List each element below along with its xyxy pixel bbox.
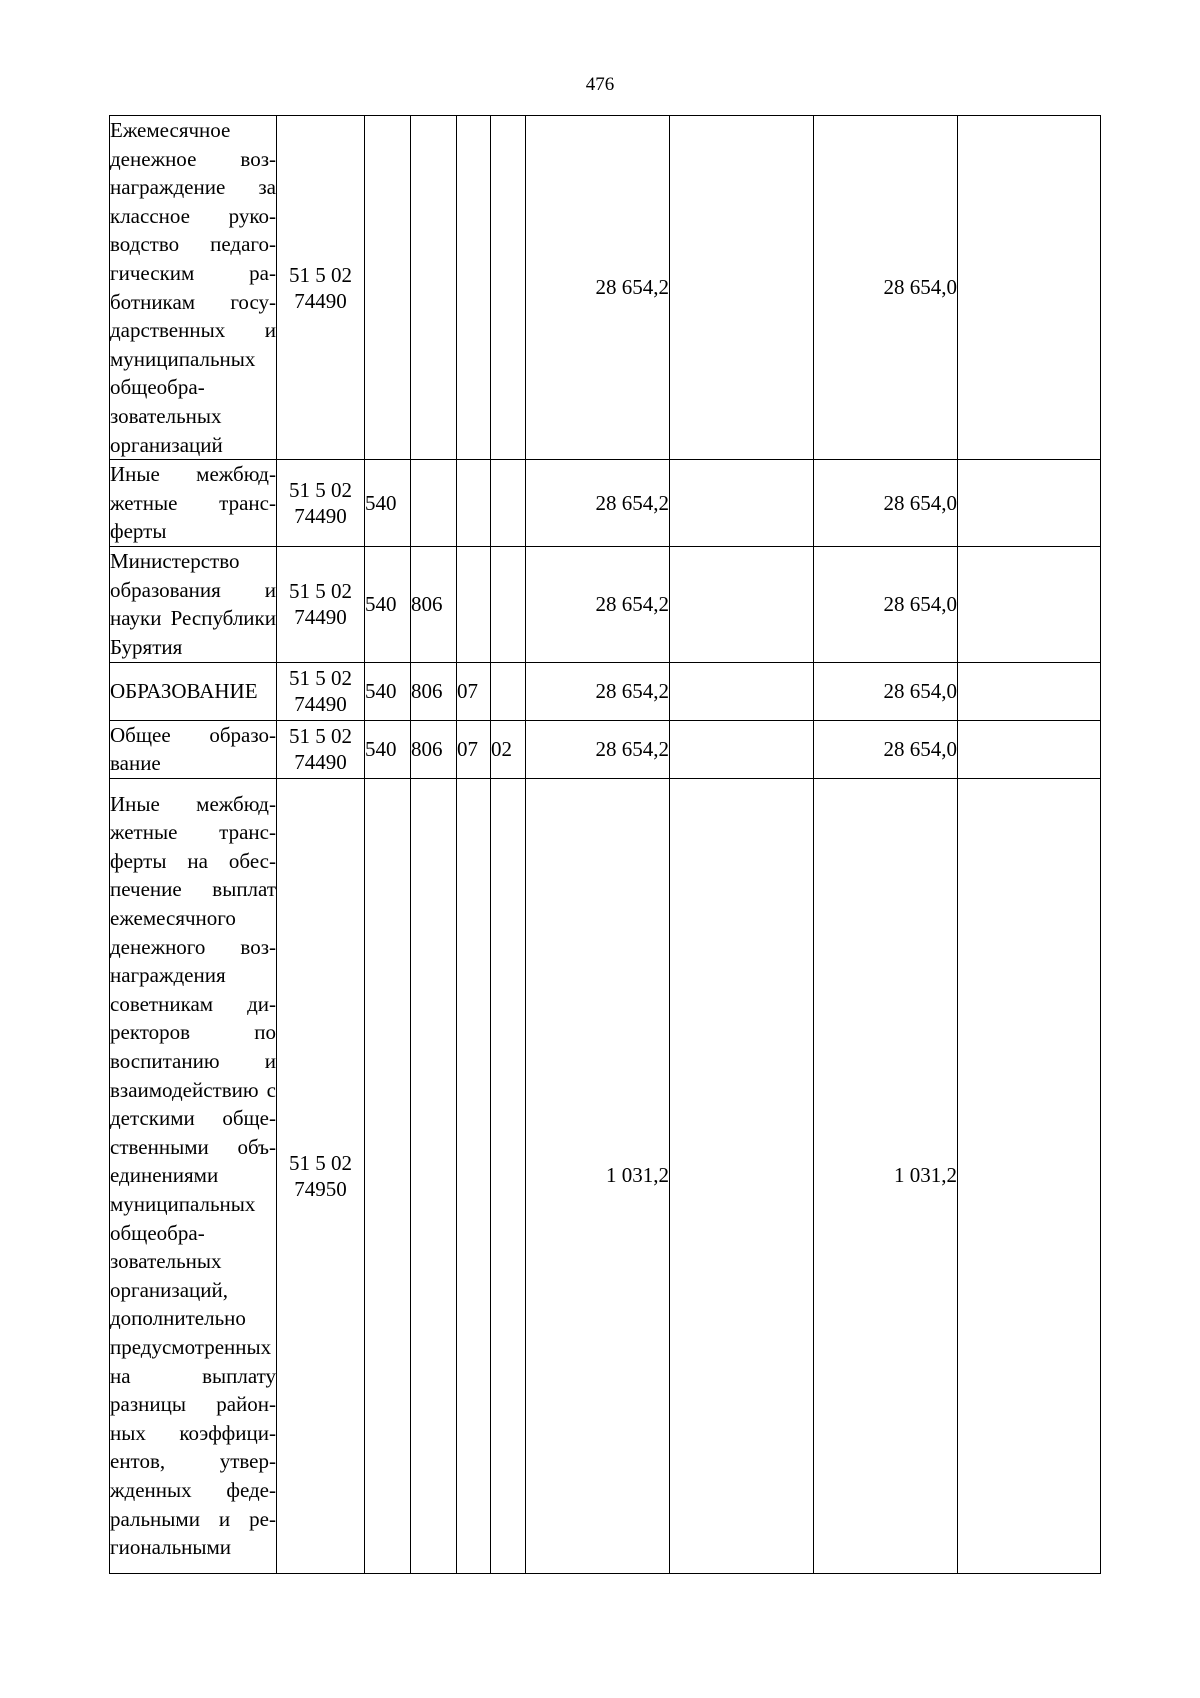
target-article-cell	[277, 116, 365, 460]
amount-cell: 28 654,2	[526, 720, 670, 778]
target-article-code-suffix: 74490	[294, 605, 347, 630]
table-row	[110, 778, 1101, 1573]
expense-type-cell: 540	[365, 720, 411, 778]
amount-cell: 28 654,2	[526, 662, 670, 720]
table-row	[110, 720, 1101, 778]
target-article-cell	[277, 778, 365, 1573]
target-article-code: 51 5 02	[289, 478, 352, 503]
subsection-code-cell	[491, 662, 526, 720]
amount-cell	[958, 720, 1101, 778]
section-code-cell	[457, 116, 491, 460]
expense-type-cell: 540	[365, 547, 411, 662]
ministry-code-cell: 806	[411, 720, 457, 778]
table-row	[110, 662, 1101, 720]
amount-cell	[958, 116, 1101, 460]
amount-cell	[958, 460, 1101, 547]
amount-cell	[958, 778, 1101, 1573]
section-code-cell: 07	[457, 720, 491, 778]
row-name: Иные межбюджетные трансферты на обеспечение выплат ежемесячного денежного вознаграждения советникам директоров по воспитанию и взаимодействию с детскими общественными объединениями муниципальных общеобразовательных организаций, дополнительно предусмотренных на выплату разницы районных коэффициентов, утвержденных федеральными и региональными	[110, 778, 277, 1573]
expense-type-cell: 540	[365, 460, 411, 547]
subsection-code-cell: 02	[491, 720, 526, 778]
row-name: Общее образование	[110, 720, 277, 778]
amount-cell	[958, 662, 1101, 720]
subsection-code-cell	[491, 778, 526, 1573]
ministry-code-cell	[411, 460, 457, 547]
row-name: Министерство образования и науки Республики Бурятия	[110, 547, 277, 662]
amount-cell: 28 654,0	[814, 720, 958, 778]
expense-type-cell	[365, 116, 411, 460]
amount-cell: 28 654,2	[526, 116, 670, 460]
amount-cell: 28 654,0	[814, 547, 958, 662]
amount-cell	[670, 460, 814, 547]
expense-type-cell	[365, 778, 411, 1573]
section-code-cell	[457, 460, 491, 547]
amount-cell	[670, 547, 814, 662]
amount-cell: 1 031,2	[814, 778, 958, 1573]
row-name: ОБРАЗОВАНИЕ	[110, 662, 277, 720]
row-name: Ежемесячное денежное вознаграждение за классное руководство педагогическим работникам государственных и муниципальных общеобразовательных организаций	[110, 116, 277, 460]
target-article-code: 51 5 02	[289, 262, 352, 287]
section-code-cell	[457, 547, 491, 662]
target-article-code-suffix: 74490	[294, 288, 347, 313]
target-article-cell	[277, 460, 365, 547]
amount-cell: 28 654,0	[814, 116, 958, 460]
expense-type-cell: 540	[365, 662, 411, 720]
subsection-code-cell	[491, 547, 526, 662]
section-code-cell: 07	[457, 662, 491, 720]
section-code-cell	[457, 778, 491, 1573]
amount-cell: 28 654,2	[526, 460, 670, 547]
budget-table	[109, 115, 1101, 1574]
subsection-code-cell	[491, 116, 526, 460]
amount-cell	[958, 547, 1101, 662]
target-article-code: 51 5 02	[289, 1150, 352, 1175]
amount-cell	[670, 720, 814, 778]
target-article-code-suffix: 74490	[294, 750, 347, 775]
target-article-cell	[277, 662, 365, 720]
amount-cell	[670, 778, 814, 1573]
amount-cell: 28 654,2	[526, 547, 670, 662]
amount-cell	[670, 116, 814, 460]
ministry-code-cell	[411, 116, 457, 460]
target-article-cell	[277, 547, 365, 662]
amount-cell: 28 654,0	[814, 662, 958, 720]
ministry-code-cell: 806	[411, 662, 457, 720]
target-article-code-suffix: 74950	[294, 1176, 347, 1201]
table-row	[110, 116, 1101, 460]
ministry-code-cell	[411, 778, 457, 1573]
target-article-code: 51 5 02	[289, 666, 352, 690]
amount-cell: 28 654,0	[814, 460, 958, 547]
table-row	[110, 460, 1101, 547]
ministry-code-cell: 806	[411, 547, 457, 662]
target-article-cell	[277, 720, 365, 778]
target-article-code: 51 5 02	[289, 724, 352, 749]
target-article-code: 51 5 02	[289, 579, 352, 604]
row-name: Иные межбюджетные трансферты	[110, 460, 277, 547]
target-article-code-suffix: 74490	[294, 504, 347, 529]
table-row	[110, 547, 1101, 662]
amount-cell	[670, 662, 814, 720]
target-article-code-suffix: 74490	[294, 692, 347, 716]
amount-cell: 1 031,2	[526, 778, 670, 1573]
subsection-code-cell	[491, 460, 526, 547]
page-number: 476	[585, 74, 615, 95]
